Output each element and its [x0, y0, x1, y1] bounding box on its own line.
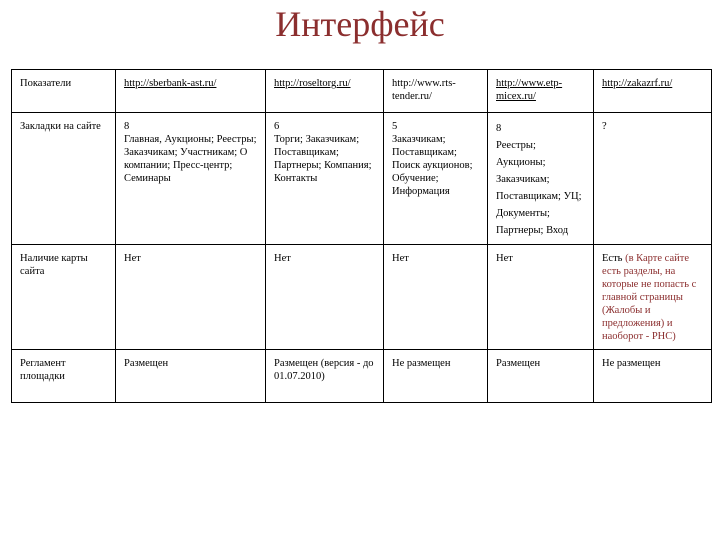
- comparison-table: [11, 69, 712, 403]
- header-link-etp-micex[interactable]: http://www.etp-micex.ru/: [488, 70, 594, 113]
- cell-bookmarks-rts-tender: 5 Заказчикам; Поставщикам; Поиск аукционов; Обучение; Информация: [384, 113, 488, 245]
- cell-sitemap-roseltorg: Нет: [266, 245, 384, 350]
- sitemap-yes-text: Есть: [602, 253, 626, 264]
- header-link-roseltorg[interactable]: http://roseltorg.ru/: [266, 70, 384, 113]
- header-link-zakazrf[interactable]: http://zakazrf.ru/: [594, 70, 712, 113]
- table-row: [12, 350, 712, 403]
- cell-regulations-zakazrf: Не размещен: [594, 350, 712, 403]
- table-header-row: [12, 70, 712, 113]
- cell-bookmarks-etp-micex: 8 Реестры; Аукционы; Заказчикам; Поставщикам; УЦ; Документы; Партнеры; Вход: [488, 113, 594, 245]
- row-label-sitemap: Наличие карты сайта: [12, 245, 116, 350]
- table-row: [12, 113, 712, 245]
- row-label-regulations: Регламент площадки: [12, 350, 116, 403]
- cell-bookmarks-roseltorg: 6 Торги; Заказчикам; Поставщикам; Партнеры; Компания; Контакты: [266, 113, 384, 245]
- header-indicators: Показатели: [12, 70, 116, 113]
- cell-sitemap-zakazrf: [594, 245, 712, 350]
- cell-sitemap-etp-micex: Нет: [488, 245, 594, 350]
- row-label-bookmarks: Закладки на сайте: [12, 113, 116, 245]
- cell-regulations-sberbank: Размещен: [116, 350, 266, 403]
- cell-sitemap-sberbank: Нет: [116, 245, 266, 350]
- cell-regulations-rts-tender: Не размещен: [384, 350, 488, 403]
- cell-sitemap-rts-tender: Нет: [384, 245, 488, 350]
- cell-regulations-roseltorg: Размещен (версия - до 01.07.2010): [266, 350, 384, 403]
- header-link-sberbank[interactable]: http://sberbank-ast.ru/: [116, 70, 266, 113]
- sitemap-note: (в Карте сайте есть разделы, на которые не попасть с главной страницы (Жалобы и предложения) и наоборот - РНС): [602, 253, 697, 342]
- page-title: Интерфейс: [275, 4, 445, 44]
- cell-bookmarks-sberbank: 8 Главная, Аукционы; Реестры; Заказчикам; Участникам; О компании; Пресс-центр; Семинары: [116, 113, 266, 245]
- header-link-rts-tender[interactable]: http://www.rts-tender.ru/: [384, 70, 488, 113]
- cell-regulations-etp-micex: Размещен: [488, 350, 594, 403]
- cell-bookmarks-zakazrf: ?: [594, 113, 712, 245]
- table-row: [12, 245, 712, 350]
